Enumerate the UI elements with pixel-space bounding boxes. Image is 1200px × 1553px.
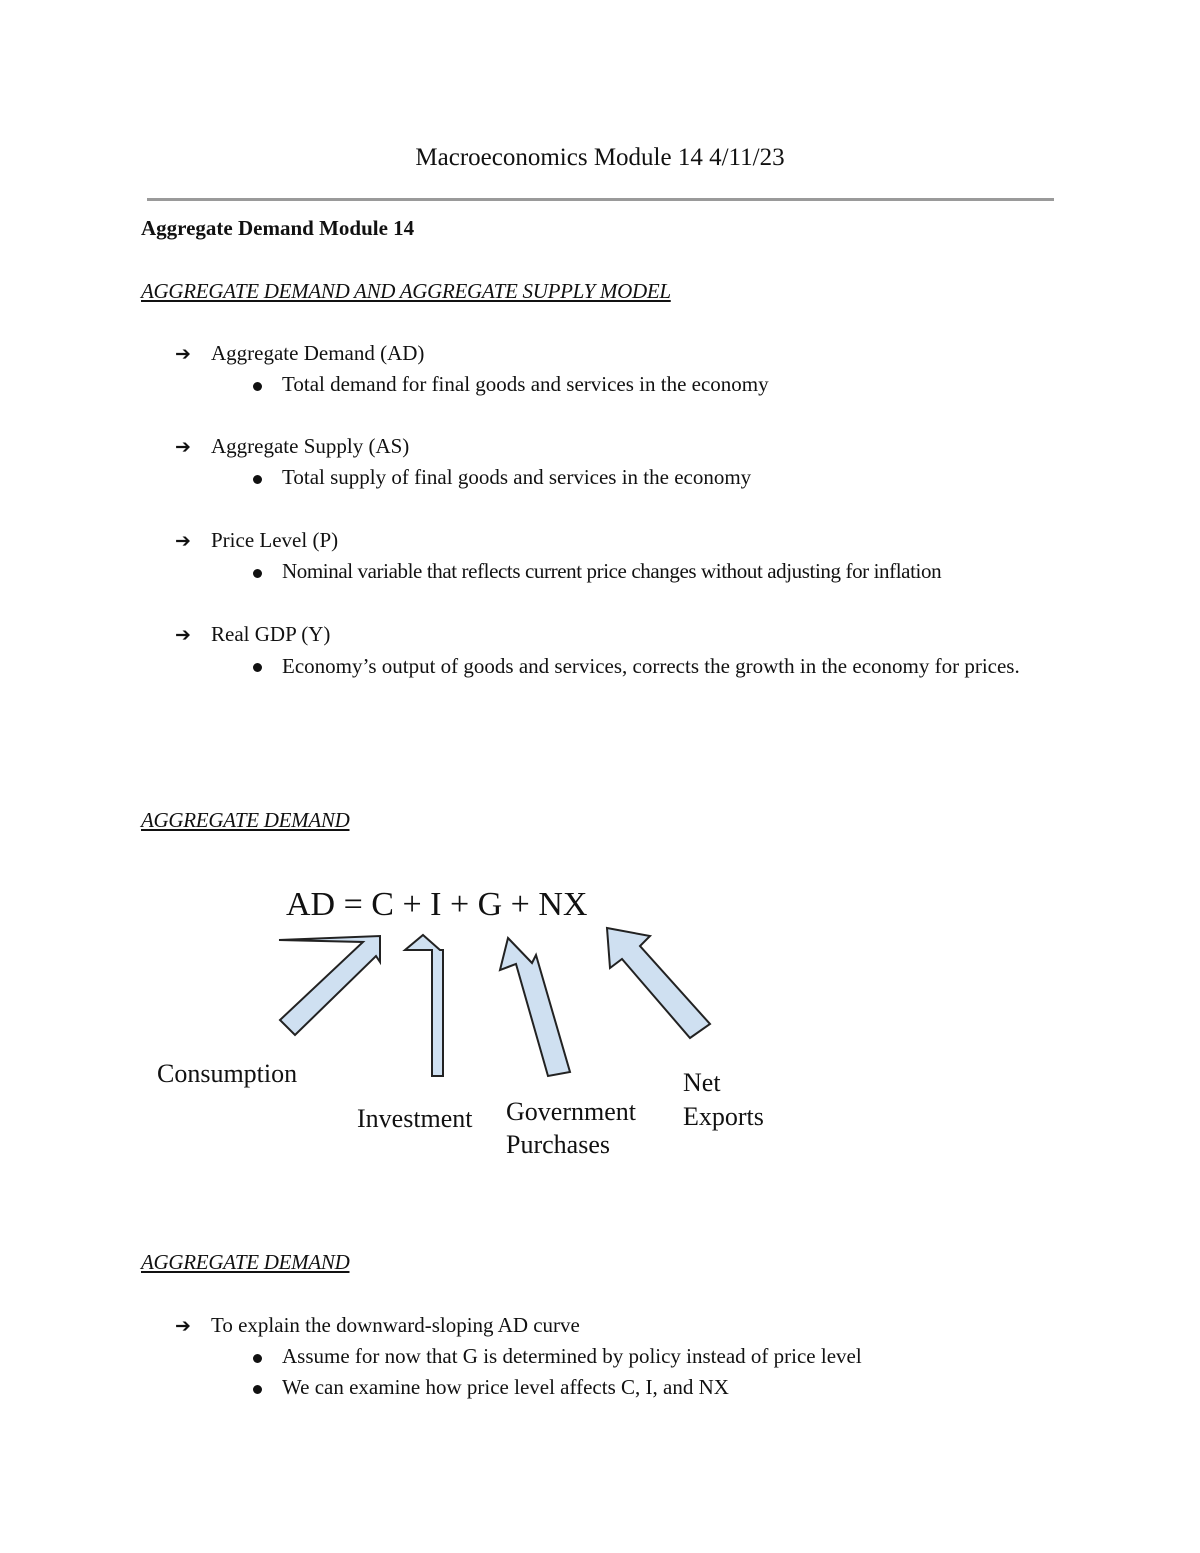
right-arrow-icon: ➔ xyxy=(175,436,191,458)
model-subheading: AGGREGATE DEMAND AND AGGREGATE SUPPLY MODEL xyxy=(141,279,671,303)
label-investment: Investment xyxy=(357,1104,473,1133)
right-arrow-icon: ➔ xyxy=(175,624,191,646)
bullet-text: Total supply of final goods and services in the economy xyxy=(282,465,752,489)
bullet-item xyxy=(245,463,1075,491)
label-exports: Exports xyxy=(683,1102,764,1131)
ad-components-diagram xyxy=(140,880,820,1170)
list-item-ad-curve xyxy=(175,1311,580,1340)
right-arrow-icon: ➔ xyxy=(175,530,191,552)
list-item-price-level xyxy=(175,526,338,555)
list-item-term: To explain the downward-sloping AD curve xyxy=(211,1313,580,1337)
horizontal-rule xyxy=(147,198,1054,201)
list-item-term: Price Level (P) xyxy=(211,528,339,552)
right-arrow-icon: ➔ xyxy=(175,1315,191,1337)
net-exports-arrow-icon xyxy=(607,928,710,1038)
section-heading: Aggregate Demand Module 14 xyxy=(141,216,415,240)
label-net: Net xyxy=(683,1068,721,1097)
bullet-dot-icon xyxy=(253,382,262,391)
bullet-item xyxy=(245,370,1075,398)
label-government: Government xyxy=(506,1097,636,1126)
ad-equation: AD = C + I + G + NX xyxy=(286,886,588,923)
bullet-dot-icon xyxy=(253,1385,262,1394)
list-item-ad xyxy=(175,339,424,368)
list-item-term: Aggregate Demand (AD) xyxy=(211,341,425,365)
label-purchases: Purchases xyxy=(506,1130,610,1159)
bullet-dot-icon xyxy=(253,569,262,578)
page-title: Macroeconomics Module 14 4/11/23 xyxy=(415,144,785,171)
bullet-text: Economy’s output of goods and services, corrects the growth in the economy for prices. xyxy=(282,654,1020,678)
ad-curve-subheading: AGGREGATE DEMAND xyxy=(141,1250,350,1274)
bullet-text: Nominal variable that reflects current price changes without adjusting for inflation xyxy=(282,559,942,583)
bullet-dot-icon xyxy=(253,663,262,672)
bullet-item xyxy=(245,651,1045,682)
bullet-text: Total demand for final goods and services in the economy xyxy=(282,372,769,396)
government-arrow-icon xyxy=(500,938,570,1076)
list-item-as xyxy=(175,432,409,461)
right-arrow-icon: ➔ xyxy=(175,343,191,365)
list-item-term: Aggregate Supply (AS) xyxy=(211,434,410,458)
investment-arrow-icon xyxy=(405,935,443,1076)
list-item-term: Real GDP (Y) xyxy=(211,622,331,646)
bullet-text: Assume for now that G is determined by policy instead of price level xyxy=(282,1344,862,1368)
bullet-text: We can examine how price level affects C, I, and NX xyxy=(282,1375,729,1399)
bullet-item xyxy=(245,557,1075,585)
bullet-item xyxy=(245,1373,1075,1401)
bullet-dot-icon xyxy=(253,475,262,484)
aggregate-demand-subheading: AGGREGATE DEMAND xyxy=(141,808,350,832)
bullet-item xyxy=(245,1342,1075,1370)
label-consumption: Consumption xyxy=(157,1059,298,1088)
bullet-dot-icon xyxy=(253,1354,262,1363)
consumption-arrow-icon xyxy=(279,936,380,1035)
list-item-real-gdp xyxy=(175,620,330,649)
